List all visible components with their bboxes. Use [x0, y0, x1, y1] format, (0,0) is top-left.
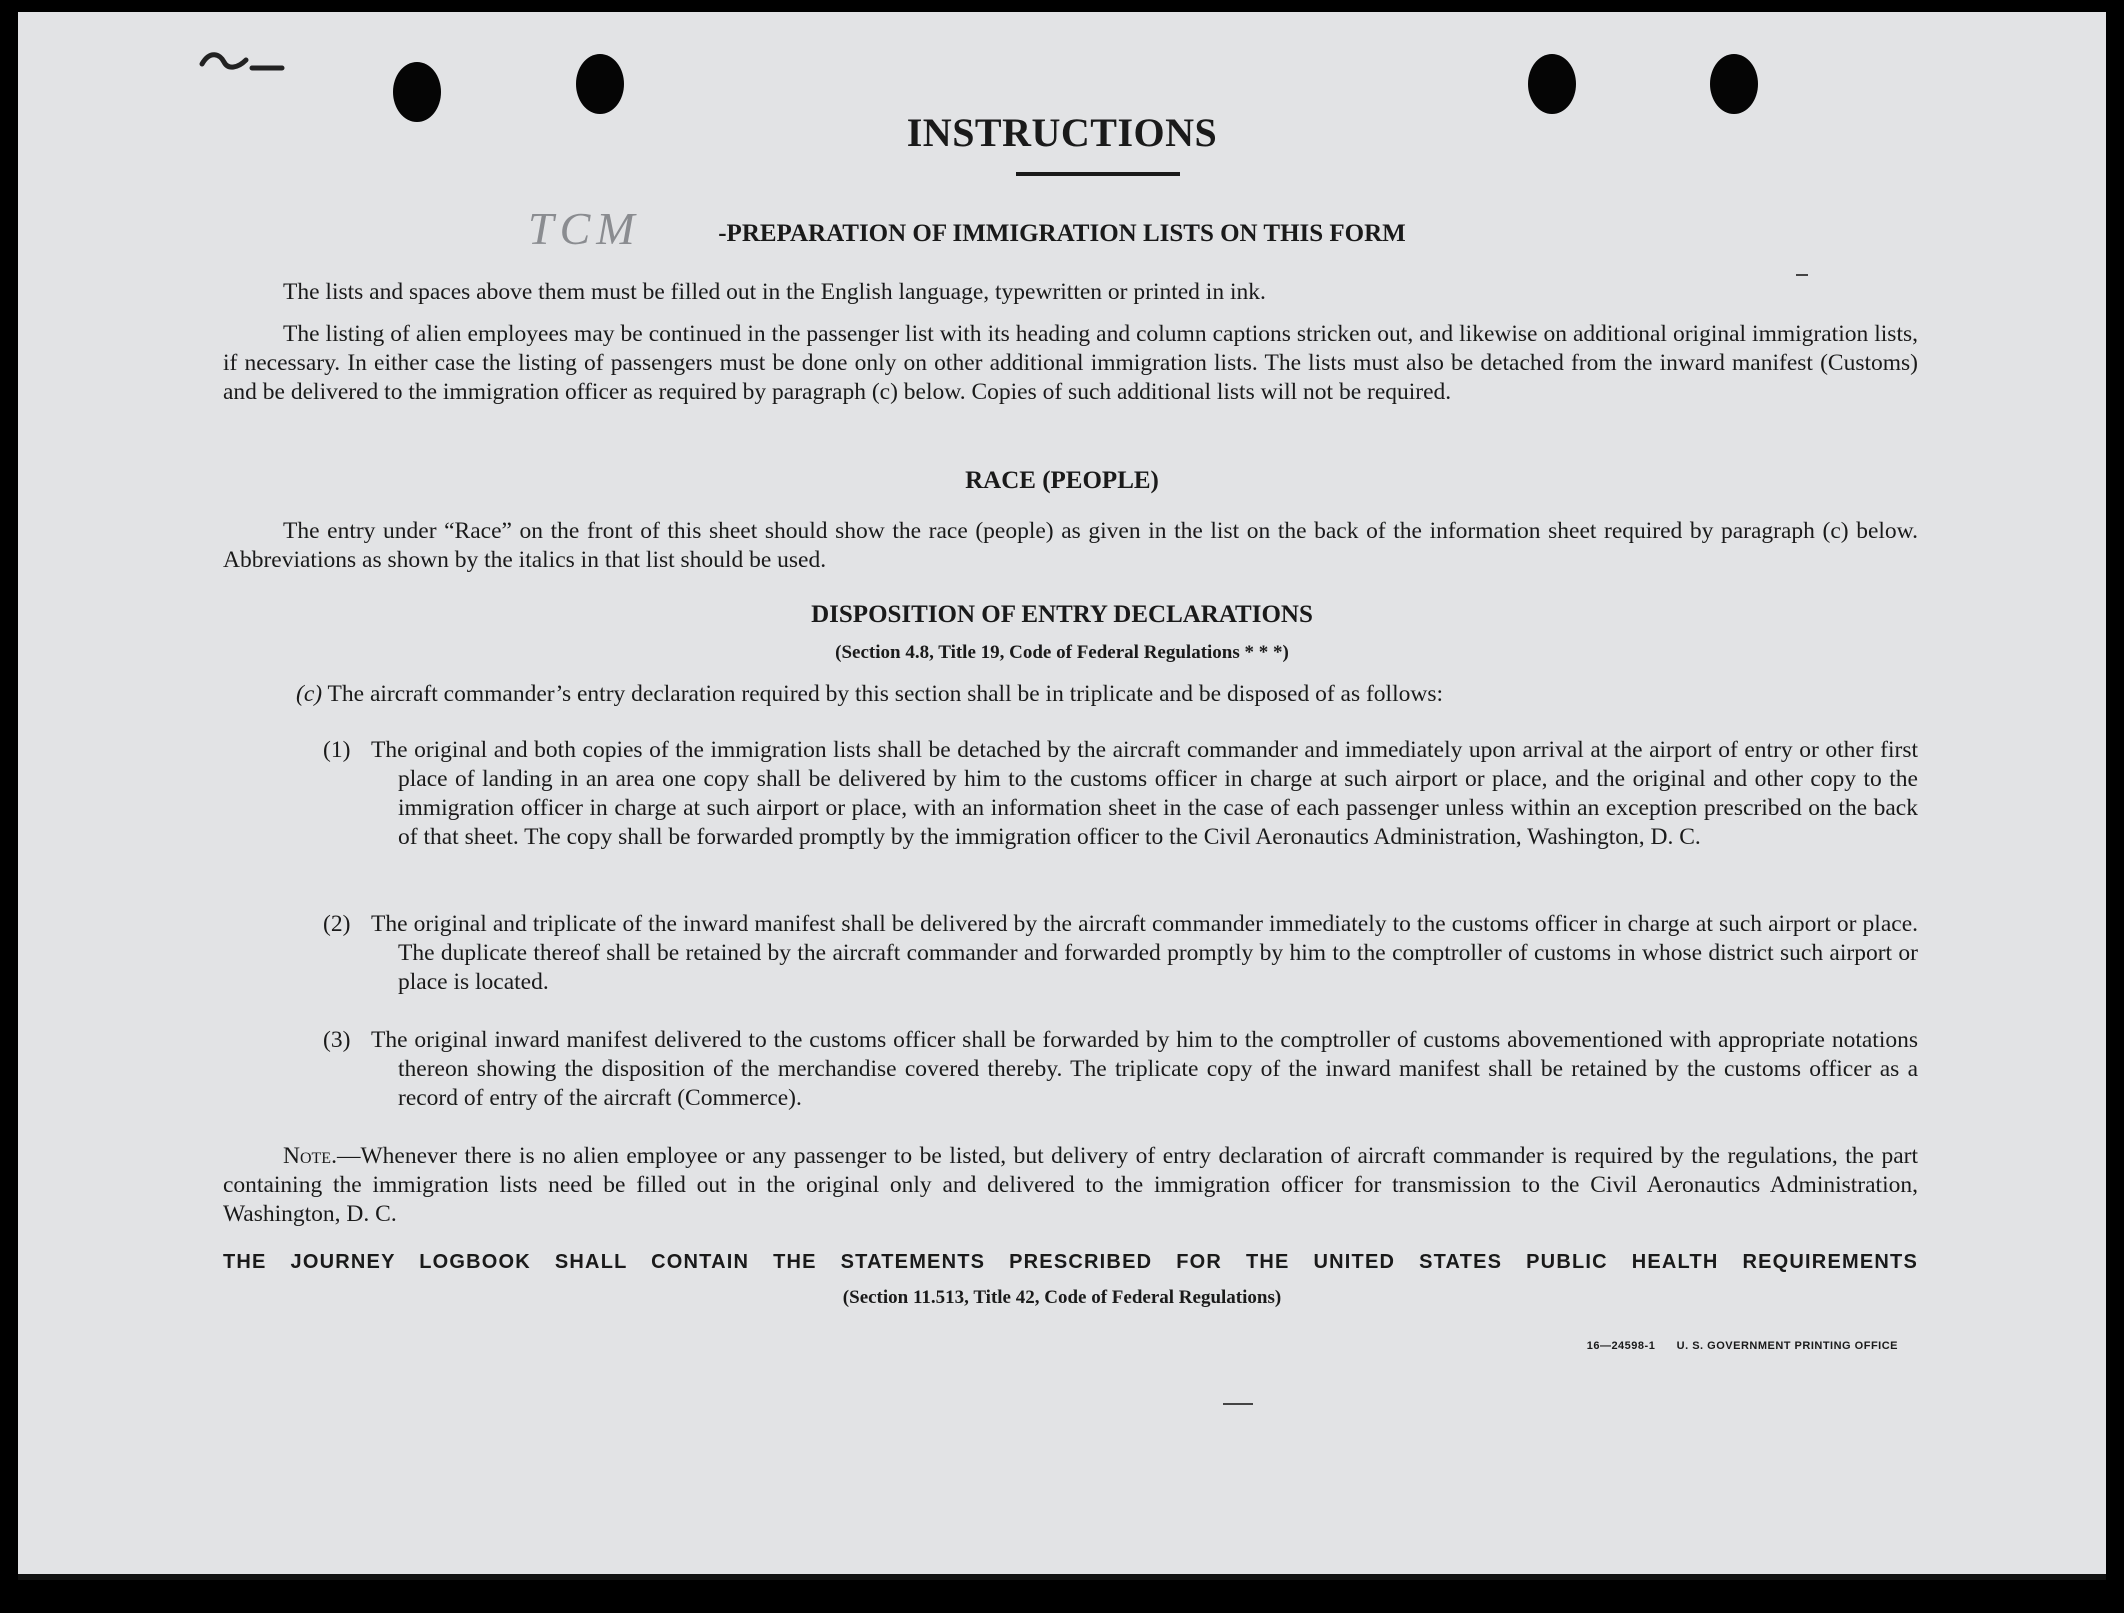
note-text: —Whenever there is no alien employee or any passenger to be listed, but delivery of entry declaration of aircraft commander is required by the regulations, the part containing the immigration lists need be filled out in the original only and delivered to the immigration officer for transmission to the Civil Aeronautics Administration, Washington, D. C.: [223, 1143, 1918, 1227]
list-item-text: The original inward manifest delivered to the customs officer shall be forwarded by him to the comptroller of customs abovementioned with appropriate notations thereon showing the disposition of the merchandise covered thereby. The triplicate copy of the inward manifest shall be retained by the customs officer as a record of entry of the aircraft (Commerce).: [371, 1027, 1918, 1111]
stray-mark: [1796, 274, 1808, 276]
journey-logbook-statement: THE JOURNEY LOGBOOK SHALL CONTAIN THE STATEMENTS PRESCRIBED FOR THE UNITED STATES PUBLIC HEALTH REQUIREMENTS: [223, 1251, 1918, 1273]
handwritten-initials: TCM: [528, 203, 641, 254]
heading-preparation: -PREPARATION OF IMMIGRATION LISTS ON THIS FORM: [718, 220, 1406, 247]
document-page: [18, 12, 2106, 1580]
citation-journey: (Section 11.513, Title 42, Code of Federal Regulations): [842, 1287, 1282, 1308]
list-item-1: [323, 736, 1918, 852]
form-number: 16—24598-1: [1586, 1340, 1656, 1352]
note-label: Note.: [283, 1143, 337, 1169]
printer-imprint: [1518, 1340, 1898, 1352]
corner-pencil-mark: [198, 46, 288, 82]
paragraph-preparation-1: The lists and spaces above them must be filled out in the English language, typewritten or printed in ink.: [283, 279, 1266, 305]
list-item-text: The original and both copies of the immigration lists shall be detached by the aircraft commander and immediately upon arrival at the airport of entry or other first place of landing in an area one copy shall be delivered by him to the customs officer in charge at such airport or place, and the original and other copy to the immigration officer in charge at such airport or place, with an information sheet in the case of each passenger unless within an exception prescribed on the back of that sheet. The copy shall be forwarded promptly by the immigration officer to the Civil Aeronautics Administration, Washington, D. C.: [371, 737, 1918, 850]
punch-hole-left-2: [576, 54, 624, 114]
heading-race: RACE (PEOPLE): [965, 467, 1159, 494]
title-underline: [1016, 172, 1180, 176]
printing-office: U. S. GOVERNMENT PRINTING OFFICE: [1676, 1340, 1898, 1352]
citation-disposition: (Section 4.8, Title 19, Code of Federal Regulations * * *): [835, 642, 1289, 663]
page-title: INSTRUCTIONS: [906, 110, 1218, 155]
paragraph-preparation-2: The listing of alien employees may be continued in the passenger list with its heading and column captions stricken out, and likewise on additional original immigration lists, if necessary. In either case the listing of passengers must be done only on other additional immigration lists. The lists must also be detached from the inward manifest (Customs) and be delivered to the immigration officer as required by paragraph (c) below. Copies of such additional lists will not be required.: [223, 321, 1918, 405]
list-item-number: (2): [323, 911, 351, 937]
punch-hole-right-1: [1528, 54, 1576, 114]
list-item-number: (3): [323, 1027, 351, 1053]
stray-mark: [1223, 1403, 1253, 1405]
paragraph-disposition-intro: [296, 680, 1918, 709]
list-item-text: The original and triplicate of the inward manifest shall be delivered by the aircraft commander immediately to the customs officer in charge at such airport or place. The duplicate thereof shall be retained by the aircraft commander and forwarded promptly by him to the comptroller of customs in whose district such airport or place is located.: [371, 911, 1918, 995]
paragraph-label-c: (c): [296, 681, 323, 707]
heading-disposition: DISPOSITION OF ENTRY DECLARATIONS: [811, 601, 1313, 628]
list-item-number: (1): [323, 737, 351, 763]
paragraph-race: The entry under “Race” on the front of this sheet should show the race (people) as given in the list on the back of the information sheet required by paragraph (c) below. Abbreviations as shown by the italics in that list should be used.: [223, 518, 1918, 573]
punch-hole-right-2: [1710, 54, 1758, 114]
paragraph-disposition-intro-text: The aircraft commander’s entry declaration required by this section shall be in triplicate and be disposed of as follows:: [327, 681, 1444, 707]
paragraph-note: [223, 1142, 1918, 1229]
list-item-3: [323, 1026, 1918, 1113]
list-item-2: [323, 910, 1918, 997]
